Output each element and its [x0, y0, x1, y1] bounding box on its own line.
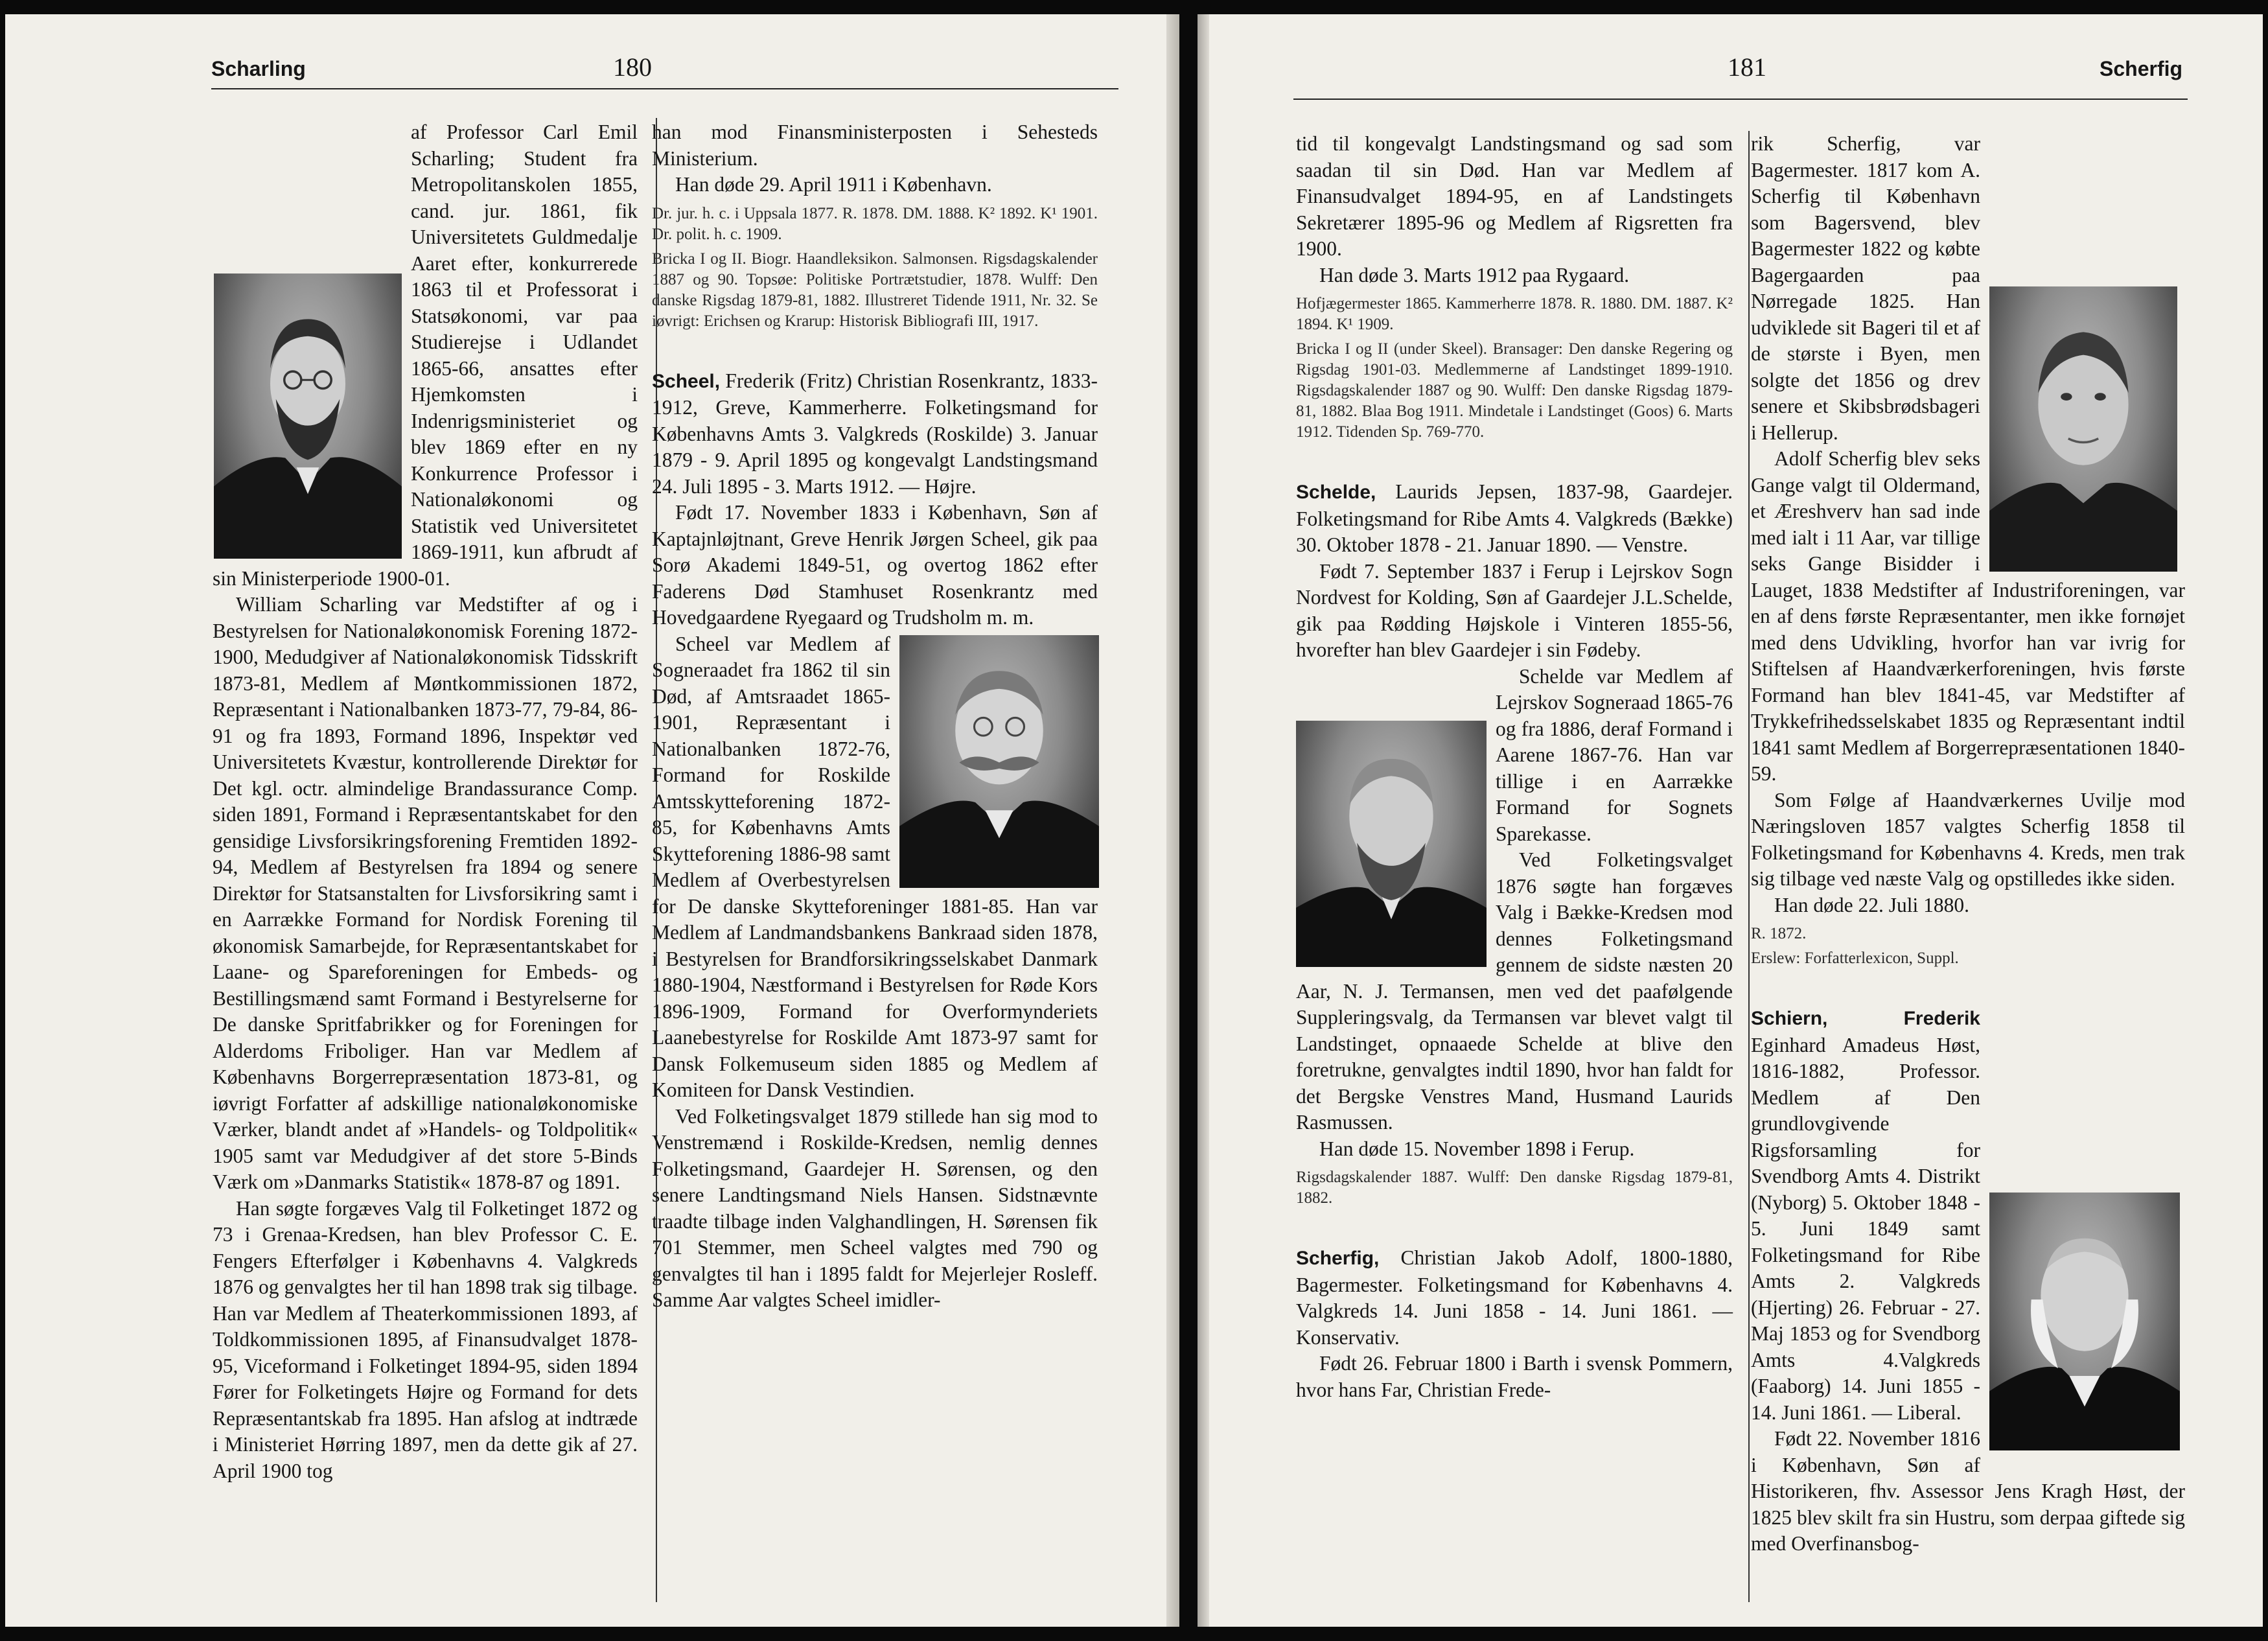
references: Hofjægermester 1865. Kammerherre 1878. R. 1880. DM. 1887. K² 1894. K¹ 1909. [1296, 295, 1733, 333]
entry-name: Scherfig, [1296, 1248, 1380, 1269]
paragraph: Som Følge af Haandværkernes Uvilje mod Næringsloven 1857 valgtes Scherfig 1858 til Folketingsmand for Københavns 4. Kreds, men trak sig tilbage ved næste Valg og opstilledes ikke siden. [1751, 788, 2185, 890]
portrait-float [890, 633, 1098, 890]
column-divider [1748, 131, 1750, 1602]
paragraph: Født 26. Februar 1800 i Barth i svensk Pommern, hvor hans Far, Christian Frede- [1296, 1352, 1733, 1401]
portrait-float [213, 271, 411, 561]
paragraph: Født 22. November 1816 i København, Søn af Historikeren, fhv. Assessor Jens Kragh Høst, der 1825 blev skilt fra sin Hustru, som derpaa giftede sig med Overfinansbog- [1751, 1427, 2185, 1555]
entry-intro: Frederik (Fritz) Christian Rosenkrantz, 1833-1912, Greve, Kammerherre. Folketingsmand for Københavns Amts 3. Valgkreds (Roskilde) 3. Januar 1879 - 9. April 1895 og kongevalgt Landstingsmand 24. Juli 1895 - 3. Marts 1912. — Højre. [652, 369, 1098, 498]
paragraph: William Scharling var Medstifter af og i Bestyrelsen for Nationaløkonomisk Forening 1872-1900, Medudgiver af Nationaløkonomisk Tidsskrift 1873-81, Medlem af Møntkommissionen 1872, Repræsentant i Nationalbanken 1873-77, 79-84, 86-91 og fra 1893, Formand 1896, Inspektør ved Universitetets Kvæstur, kontrollerende Direktør for Det kgl. octr. almindelige Brandassurance Comp. siden 1891, Formand i Repræsentantskabet for den gensidige Livsforsikringsforening Fremtiden 1892-94, Medlem af Bestyrelsen fra 1894 og senere Direktør for Statsanstalten for Livsforsikring samt i en Aarrække Formand for Nordisk Forening til økonomisk Samarbejde, for Repræsentantskabet for Laane- og Spareforeningen for Embeds- og Bestillingsmænd samt Formand i Bestyrelserne for De danske Spritfabrikker og for Foreningen for Alderdoms Friboliger. Han var Medlem af Københavns Borgerrepræsentation 1873-81, og iøvrigt Forfatter af adskillige nationaløkonomiske Værker, blandt andet af »Handels- og Toldpolitik« 1905 samt var Medudgiver af det store 5-Binds Værk om »Danmarks Statistik« 1878-87 og 1891. [213, 593, 638, 1193]
running-title-left: Scharling [211, 57, 306, 80]
paragraph: Født 7. September 1837 i Ferup i Lejrskov Sogn Nordvest for Kolding, Søn af Gaardejer J.L.Schelde, gik paa Rødding Højskole i Vinteren 1855-56, hvorefter han blev Gaardejer i sin Fødeby. [1296, 559, 1733, 661]
entry-schiern [1751, 1005, 2185, 1426]
references: Erslew: Forfatterlexicon, Suppl. [1751, 949, 1959, 967]
paragraph: tid til kongevalgt Landstingsmand og sad som saadan til sin Død. Han var Medlem af Finansudvalget 1894-95, en af Landstingets Sekretærer 1895-96 og Medlem af Rigsretten fra 1900. [1296, 132, 1733, 260]
entry-intro: Eginhard Amadeus Høst, 1816-1882, Professor. Medlem af Den grundlovgivende Rigsforsamling for Svendborg Amts 4. Distrikt (Nyborg) 5. Oktober 1848 - 5. Juni 1849 samt Folketingsmand for Ribe Amts 2. Valgkreds (Hjerting) 26. Februar - 27. Maj 1853 og for Svendborg Amts 4.Valgkreds (Faaborg) 14. Juni 1855 - 14. Juni 1861. — Liberal. [1751, 1033, 1980, 1424]
entry-intro: Laurids Jepsen, 1837-98, Gaardejer. Folketingsmand for Ribe Amts 4. Valgkreds (Bække) 30. Oktober 1878 - 21. Januar 1890. — Venstre. [1296, 480, 1733, 556]
paragraph: rik Scherfig, var Bagermester. 1817 kom A. Scherfig til København som Bagersvend, blev Bagermester 1822 og købte Bagergaarden paa Nørregade 1825. Han udviklede sit Bageri til et af de største i Byen, men solgte det 1856 og drev senere et Skibsbrødsbageri i Hellerup. [1751, 131, 2185, 446]
references: Bricka I og II (under Skeel). Bransager: Den danske Regering og Rigsdag 1901-03. Medlemmerne af Landstinget 1899-1910. Rigsdagskalender 1887 og 90. Wulff: Den danske Rigsdag 1879-81, 1882. Blaa Bog 1911. Mindetale i Landstinget (Goos) 6. Marts 1912. Tidenden Sp. 769-770. [1296, 340, 1733, 441]
paragraph: Ved Folketingsvalget 1876 søgte han forgæves Valg i Bække-Kredsen mod dennes Folketingsmand gennem de sidste næsten 20 Aar, N. J. Termansen, men ved det paafølgende Suppleringsvalg, da Termansen var blevet valgt til Landstinget, opnaaede Schelde at blive den foretrukne, genvalgtes indtil 1890, hvor han faldt for det Bergske Venstres Mand, Husmand Laurids Rasmussen. [1296, 848, 1733, 1134]
column [652, 119, 1098, 1314]
column [213, 119, 638, 1484]
page-edge [1198, 14, 1209, 1627]
portrait-float [1980, 284, 2185, 574]
portrait-float [1296, 718, 1496, 970]
paragraph: Han døde 3. Marts 1912 paa Rygaard. [1319, 263, 1630, 286]
references: Rigsdagskalender 1887. Wulff: Den danske Rigsdag 1879-81, 1882. [1296, 1169, 1733, 1207]
page-number-right: 181 [1728, 52, 1766, 82]
paragraph: Han døde 22. Juli 1880. [1774, 893, 1969, 916]
column [1751, 131, 2185, 1557]
paragraph: Scheel var Medlem af Sogneraadet fra 1862 til sin Død, af Amtsraadet 1865-1901, Repræsentant i Nationalbanken 1872-76, Formand for Roskilde Amtsskytteforening 1872-85, for Københavns Amts Skytteforening 1886-98 samt Medlem af Overbestyrelsen for De danske Skytteforeninger 1881-85. Han var Medlem af Landmandsbankens Bankraad siden 1878, i Bestyrelsen for Brandforsikringsselskabet Danmark 1880-1904, Næstformand i Bestyrelsen for Røde Kors 1896-1909, Formand for Overformynderiets Laanebestyrelse for Roskilde Amt 1873-97 samt for Dansk Folkemuseum siden 1885 og Medlem af Komiteen for Dansk Vestindien. [652, 632, 1098, 1101]
paragraph: Schelde var Medlem af Lejrskov Sogneraad 1865-76 og fra 1886, deraf Formand i Aarene 1867-76. Han var tillige i en Aarrække Formand for Sognets Sparekasse. [1296, 664, 1733, 848]
entry-intro: Christian Jakob Adolf, 1800-1880, Bagermester. Folketingsmand for Københavns 4. Valgkreds 14. Juni 1858 - 14. Juni 1861. — Konservativ. [1296, 1246, 1733, 1349]
paragraph: Han døde 29. April 1911 i København. [675, 173, 992, 196]
paragraph: Han døde 15. November 1898 i Ferup. [1319, 1137, 1635, 1160]
running-title-right: Scherfig [2100, 57, 2183, 80]
paragraph: Han søgte forgæves Valg til Folketinget 1872 og 73 i Grenaa-Kredsen, han blev Professor C. E. Fengers Efterfølger i Københavns 4. Valgkreds 1876 og genvalgtes her til han 1898 trak sig tilbage. Han var Medlem af Theaterkommissionen 1893, af Toldkommissionen 1895, af Finansudvalget 1878-95, Viceformand i Folketinget 1894-95, siden 1894 Fører for Folketingets Højre og Formand for dets Repræsentantskab fra 1895. Han afslog at indtræde i Ministeriet Hørring 1897, men da dette gik af 27. April 1900 tog [213, 1196, 638, 1482]
header-rule [1293, 99, 2188, 100]
paragraph: Født 17. November 1833 i København, Søn af Kaptajnløjtnant, Greve Henrik Jørgen Scheel, gik paa Sorø Akademi 1849-51, og overtog 1862 efter Faderens Død Stamhuset Rosenkrantz med Hovedgaardene Ryegaard og Trudsholm m. m. [652, 501, 1098, 629]
paragraph: Adolf Scherfig blev seks Gange valgt til Oldermand, et Æreshverv han sad inde med ialt i 11 Aar, var tillige seks Gange Bisidder i Lauget, 1838 Medstifter af Industriforeningen, var en af dens første Repræsentanter, men ikke fornøjet med dens Udvikling, hvorfor han var ivrig for Stiftelsen af Haandværkerforeningen, hvis første Formand han blev 1841-45, var Medstifter af Trykkefrihedsselskabet 1835 og Repræsentant indtil 1841 samt Medlem af Borgerrepræsentationen 1840-59. [1751, 447, 2185, 785]
entry-scherfig [1296, 1245, 1733, 1351]
entry-name: Scheel, [652, 370, 721, 392]
references: Bricka I og II. Biogr. Haandleksikon. Salmonsen. Rigsdagskalender 1887 og 90. Topsøe: Politiske Portrætstudier, 1878. Wulff: Den danske Rigsdag 1879-81, 1882. Illustreret Tidende 1911, Nr. 32. Se iøvrigt: Erichsen og Krarup: Historisk Bibliografi III, 1917. [652, 250, 1098, 330]
entry-name: Schelde, [1296, 482, 1376, 503]
left-page [5, 14, 1179, 1627]
entry-name: Schiern, Frederik [1751, 1008, 1980, 1029]
entry-scheel [652, 368, 1098, 500]
page-edge [1166, 14, 1179, 1627]
portrait-float [1980, 1190, 2185, 1453]
references: Dr. jur. h. c. i Uppsala 1877. R. 1878. DM. 1888. K² 1892. K¹ 1901. Dr. polit. h. c. 1909. [652, 204, 1098, 243]
paragraph: Ved Folketingsvalget 1879 stillede han sig mod to Venstremænd i Roskilde-Kredsen, nemlig dennes Folketingsmand, Gaardejer H. Sørensen, og den senere Landtingsmand Niels Hansen. Sidstnævnte traadte tilbage inden Valghandlingen, H. Sørensen fik 701 Stemmer, men Scheel valgtes med 790 og genvalgtes til han i 1895 faldt for Mejerlejer Rosleff. Samme Aar valgtes Scheel imidler- [652, 1104, 1098, 1311]
page-number-left: 180 [613, 52, 652, 82]
header-rule [211, 88, 1118, 89]
column [1296, 131, 1733, 1403]
entry-schelde [1296, 479, 1733, 559]
paragraph: han mod Finansministerposten i Sehesteds Ministerium. [652, 121, 1098, 170]
paragraph: af Professor Carl Emil Scharling; Student fra Metropolitanskolen 1855, cand. jur. 1861, fik Universitetets Guldmedalje Aaret efter, konkurrerede 1863 til et Professorat i Statsøkonomi, var paa Studierejse i Udlandet 1865-66, ansattes efter Hjemkomsten i Indenrigsministeriet og blev 1869 efter en ny Konkurrence Professor i Nationaløkonomi og Statistik ved Universitetet 1869-1911, kun afbrudt af sin Ministerperiode 1900-01. [213, 121, 638, 590]
right-page [1198, 14, 2263, 1627]
references: R. 1872. [1751, 925, 1807, 942]
